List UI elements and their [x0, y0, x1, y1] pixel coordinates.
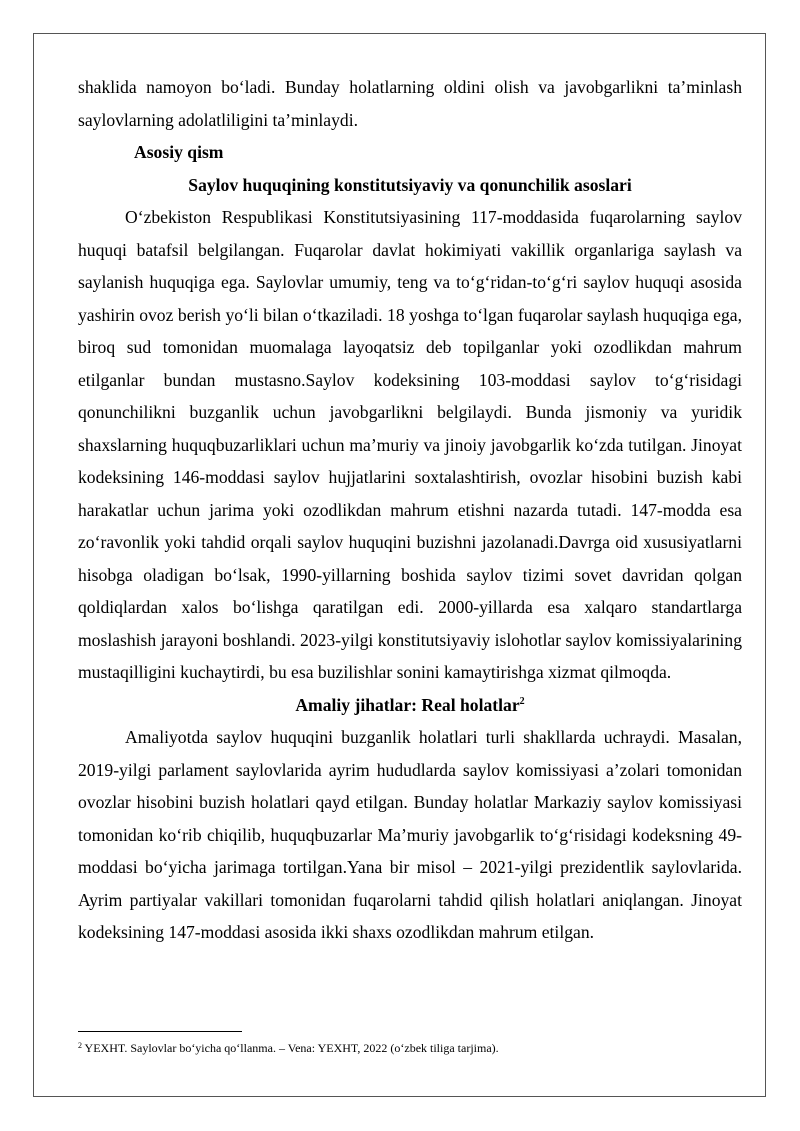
- paragraph-practical-aspects: Amaliyotda saylov huquqini buzganlik holatlari turli shakllarda uchraydi. Masalan, 2019-yilgi parlament saylovlarida ayrim hududlarda saylov komissiyasi a’zolari tomonidan ovozlar hisobini buzish holatlari qayd etilgan. Bunday holatlar Markaziy saylov komissiyasi tomonidan koʻrib chiqilib, huquqbuzarlar Ma’muriy javobgarlik toʻgʻrisidagi kodeksning 49-moddasi boʻyicha jarimaga tortilgan.Yana bir misol – 2021-yilgi prezidentlik saylovlarida. Ayrim partiyalar vakillari tomonidan fuqarolarni tahdid qilish holatlari aniqlangan. Jinoyat kodeksining 147-moddasi asosida ikki shaxs ozodlikdan mahrum etilgan.: [78, 727, 742, 942]
- section-label: Asosiy qism: [134, 142, 224, 162]
- document-body: [78, 71, 742, 949]
- heading-practical-aspects-text: Amaliy jihatlar: Real holatlar: [295, 694, 520, 715]
- footnote-text: YEXHT. Saylovlar boʻyicha qoʻllanma. – Vena: YEXHT, 2022 (oʻzbek tiliga tarjima).: [82, 1041, 499, 1055]
- footnote: [78, 1040, 742, 1056]
- heading-practical-aspects: [78, 689, 742, 722]
- footnote-number: 2: [78, 1041, 82, 1050]
- heading-constitutional-basis: Saylov huquqining konstitutsiyaviy va qonunchilik asoslari: [188, 174, 632, 195]
- footnote-separator: [78, 1031, 242, 1032]
- intro-paragraph: shaklida namoyon boʻladi. Bunday holatlarning oldini olish va javobgarlikni ta’minlash saylovlarning adolatliligini ta’minlaydi.: [78, 77, 742, 130]
- footnote-reference[interactable]: 2: [519, 695, 525, 707]
- paragraph-constitutional-basis: Oʻzbekiston Respublikasi Konstitutsiyasining 117-moddasida fuqarolarning saylov huquqi batafsil belgilangan. Fuqarolar davlat hokimiyati vakillik organlariga saylash va saylanish huquqiga ega. Saylovlar umumiy, teng va toʻgʻridan-toʻgʻri saylov huquqi asosida yashirin ovoz berish yoʻli bilan oʻtkaziladi. 18 yoshga toʻlgan fuqarolar saylash huquqiga ega, biroq sud tomonidan muomalaga layoqatsiz deb topilganlar yoki ozodlikdan mahrum etilganlar bundan mustasno.Saylov kodeksining 103-moddasi saylov toʻgʻrisidagi qonunchilikni buzganlik uchun javobgarlikni belgilaydi. Bunda jismoniy va yuridik shaxslarning huquqbuzarliklari uchun ma’muriy va jinoiy javobgarlik koʻzda tutilgan. Jinoyat kodeksining 146-moddasi saylov hujjatlarini soxtalashtirish, ovozlar hisobini buzish kabi harakatlar uchun jarima yoki ozodlikdan mahrum etishni nazarda tutadi. 147-modda esa zoʻravonlik yoki tahdid orqali saylov huquqini buzishni jazolanadi.Davrga oid xususiyatlarni hisobga oladigan boʻlsak, 1990-yillarning boshida saylov tizimi sovet davridan qolgan qoldiqlardan xalos boʻlishga qaratilgan edi. 2000-yillarda esa xalqaro standartlarga moslashish jarayoni boshlandi. 2023-yilgi konstitutsiyaviy islohotlar saylov komissiyalarining mustaqilligini kuchaytirdi, bu esa buzilishlar sonini kamaytirishga xizmat qilmoqda.: [78, 207, 742, 682]
